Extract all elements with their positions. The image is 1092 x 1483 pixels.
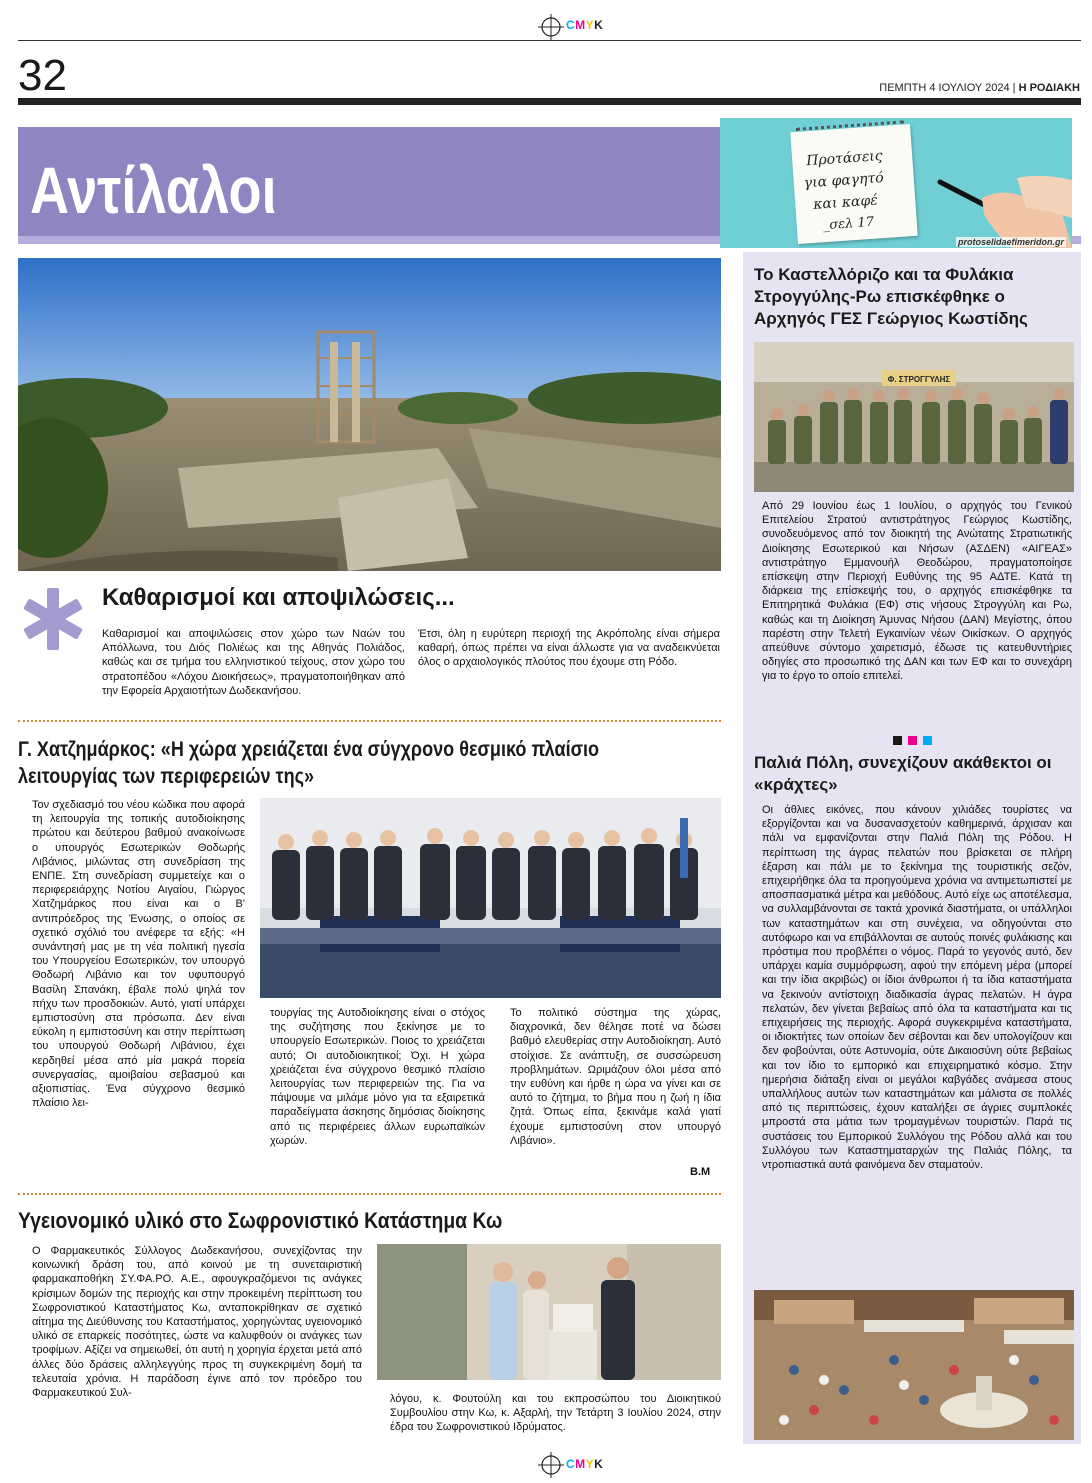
chatzimarkos-col-1: Τον σχεδιασμό του νέου κώδικα που αφορά τη λειτουργία της τοπικής αυτοδιοίκησης πρώτου και δεύτερου βαθμού ανακοίνωσε ο υπουργός Εσωτερικών Θοδωρής Λιβάνιος, μιλώντας στη συνεδρίαση της ΕΝΠΕ. Στη συνεδρίαση συμμετείχε και ο περιφερειάρχης Νοτίου Αιγαίου, Γιώργος Χατζημάρκος που είναι και ο Β' αντιπρόεδρος της Ένωσης, ο οποίος σε σχετικό σχόλιό του ανέφερε τα εξής: «Η συνάντησή μας με τη νέα πολιτική ηγεσία του Υπουργείου Εσωτερικών, τον υπουργό Θοδωρή Λιβάνιο και τον υφυπουργό Βασίλη Σπανάκη, έβαλε πολύ ψηλά τον πήχυ των προσδοκιών. Αυτό, γιατί υπάρχει εμπιστοσύνη στα πρόσωπα. Δεν είναι εύκολη η εμπιστοσύνη και στην περίπτωση του υπουργού Θοδωρή Λιβάνιου, έχει κερδηθεί μέσα από μία μακρά πορεία συνεργασίας, αμοιβαίου σεβασμού και αξιοπιστίας. Ένα σύγχρονο θεσμικό πλαίσιο λει- (32, 799, 245, 1110)
chatzimarkos-signature: Β.Μ (690, 1166, 711, 1178)
chatzimarkos-headline-line-2: λειτουργίας των περιφερειών της» (18, 765, 315, 788)
chatzimarkos-col-3: Το πολιτικό σύστημα της χώρας, διαχρονικά, δεν θέλησε ποτέ να δώσει βαθμό ελευθερίας στην Αυτοδιοίκηση. Αυτό στοίχισε. Σε ανάπτυξη, σε συσσώρευση προβλημάτων. Ωριμάζουν όλοι μέσα από την ευθύνη και ήρθε η ώρα να γίνει και σε αυτό το ζήτημα, το βήμα που η ζωή η ίδια ζητά. Όπως είπα, ξεκινάμε καλά γιατί έχουμε εμπιστοσύνη στον υπουργό Λιβάνιο». (510, 1007, 721, 1147)
dotted-divider-2 (18, 1193, 721, 1195)
note-line-4: _σελ 17 (822, 214, 875, 234)
old-town-headline: Παλιά Πόλη, συνεχίζουν ακάθεκτοι οι «κράχτες» (754, 753, 1052, 794)
black-square (893, 736, 902, 745)
donation-image (377, 1244, 721, 1380)
hand-with-pen-icon (922, 118, 1072, 248)
promo-note (790, 124, 918, 244)
crosshair-icon (538, 14, 564, 40)
cmyk-squares (893, 732, 932, 750)
crosshair-icon (538, 1452, 564, 1478)
old-town-body: Οι άθλιες εικόνες, που κάνουν χιλιάδες τουρίστες να εξοργίζονται και να δυσανασχετούν καθημερινά, άρχισαν και πάλι να εμφανίζονται στην Παλιά Πόλη της Ρόδου. Η περίπτωση της άγρας πελατών που βρίσκεται σε πλήρη έξαρση και πάλι με το ξεκίνημα της τουριστικής σεζόν, επιχειρήθηκε όλα τα προηγούμενα χρόνια να αντιμετωπιστεί με αποσπασματικά μέτρα και μεθόδους. Αυτό είχε ως αποτέλεσμα, να συλλαμβάνονται σε τακτά χρονικά διαστήματα, οι υπάλληλοι των καταστημάτων και στη συνέχεια, να οδηγούνται στο αυτόφωρο και να επιβάλλονται σε αυτούς ποινές φυλάκισης και πρόστιμα που προβλέπει ο νόμος. Παρά το γεγονός αυτό, δεν υπάρχει καμία συμμόρφωση, αφού την επόμενη μέρα (μπορεί και την ίδια ακριβώς) οι ίδιοι άνθρωποι ή τα ίδια καταστήματα να ξεκινούν αντίστοιχη διαδικασία άγρας πελατών. Η άγρα πελατών, δεν γίνεται βεβαίως από όλα τα καταστήματα και τις επιχειρήσεις της περιοχής. Αφορά συγκεκριμένα καταστήματα, οι ιδιοκτήτες των οποίων δεν σέβονται και δεν υπολογίζουν και δεν φοβούνται, ούτε Αστυνομία, ούτε Δικαιοσύνη ούτε βεβαίως και τον ίδιο το εμπορικό και επιχειρηματικό κόσμο. Στην ημερήσια διάταξη είναι οι μεγάλοι καβγάδες ανάμεσα στους υπαλλήλους αυτών των καταστημάτων και μάλιστα σε πολλές από τις περιπτώσεις, έχουν καταλήξει σε άγριες συμπλοκές μπροστά στα μάτια των τρομαγμένων τουριστών. Παρά τις συστάσεις του Εμπορικού Συλλόγου της Ρόδου αλλά και του Συλλόγου των Καταστηματαρχών της Παλιάς Πόλης, τα ντροπιαστικά αυτά φαινόμενα δεν σταματούν. (762, 804, 1072, 1172)
kos-col-1: Ο Φαρμακευτικός Σύλλογος Δωδεκανήσου, συνεχίζοντας την κοινωνική δράση του, από κοινού με τη συνεταιριστική φαρμακαποθήκη ΣΥ.ΦΑ.ΡΟ. Α.Ε., αφουγκραζόμενοι τις ανάγκες κρίσιμων δομών της περιοχής και στην προκειμένη περίπτωση του Σωφρονιστικού Καταστήματος Κω, ανταποκρίθηκαν σε σχετικό αίτημα της Διεύθυνσης του Καταστήματος, χορηγώντας υγειονομικό υλικό σε επαρκείς ποσότητες, ώστε να καλυφθούν οι ανάγκες των τροφίμων. Αξίζει να σημειωθεί, ότι αυτή η χορηγία έρχεται μετά από άλλες δύο δράσεις αλληλεγγύης προς τη συγκεκριμένη δομή τα τελευταία χρόνια. Η παράδοση έγινε από τον πρόεδρο του Φαρμακευτικού Συλ- (32, 1245, 362, 1400)
soldiers-image (754, 342, 1074, 492)
meeting-image (260, 798, 721, 998)
registration-mark-bottom (538, 1452, 564, 1478)
separator: | (1012, 82, 1019, 94)
promo-watermark: protoselidaefimeridon.gr (957, 237, 1064, 247)
cmyk-label-top: CMYK (566, 18, 604, 32)
note-line-1: Προτάσεις (805, 147, 884, 170)
dotted-divider-1 (18, 720, 721, 722)
header-thick-rule (18, 98, 1081, 105)
chatzimarkos-col-2: τουργίας της Αυτοδιοίκησης είναι ο στόχος της συζήτησης που ξεκίνησε με το υπουργείο Εσωτερικών. Ποιος το χρειάζεται αυτό; Οι αυτοδιοικητικοί; Όχι. Η χώρα χρειάζεται ένα σύγχρονο θεσμικό πλαίσιο λειτουργίας των περιφερειών της. Για να πάψουμε να μιλάμε μόνο για τα εξαιρετικά παραδείγματα άσκησης δημόσιας διοίκησης από τις περιφέρειες άλλων ευρωπαϊκών χωρών. (270, 1007, 485, 1147)
date-text: ΠΕΜΠΤΗ 4 ΙΟΥΛΙΟΥ 2024 (879, 82, 1010, 94)
cleaning-headline: Καθαρισμοί και αποψιλώσεις... (102, 584, 455, 611)
magenta-square (908, 736, 917, 745)
cleaning-col-2: Έτσι, όλη η ευρύτερη περιοχή της Ακρόπολης είναι σήμερα καθαρή, όπως πρέπει να είναι άλλωστε για να αναδεικνύεται όλος ο αρχαιολογικός πλούτος που έχουμε στη Ρόδο. (418, 628, 720, 669)
note-line-2: για φαγητό (803, 169, 885, 192)
page-number: 32 (18, 51, 67, 100)
chatzimarkos-headline-line-1: Γ. Χατζημάρκος: «Η χώρα χρειάζεται ένα σύγχρονο θεσμικό πλαίσιο (18, 738, 599, 761)
kastellorizo-headline: Το Καστελλόριζο και τα Φυλάκια Στρογγύλης-Ρω επισκέφθηκε ο Αρχηγός ΓΕΣ Γεώργιος Κωστίδης (754, 265, 1028, 328)
meeting-photo (260, 798, 721, 998)
temple-ruins-image (18, 258, 721, 571)
kos-col-2: λόγου, κ. Φουτούλη και του εκπροσώπου του Διοικητικού Συμβουλίου στην Κω, κ. Αξαρλή, την Τετάρτη 3 Ιουλίου 2024, στην έδρα του Σωφρονιστικού Ιδρύματος. (390, 1393, 721, 1434)
kos-headline: Υγειονομικό υλικό στο Σωφρονιστικό Κατάστημα Κω (18, 1208, 503, 1233)
soldiers-photo (754, 342, 1074, 492)
registration-mark-top (538, 14, 564, 40)
section-title: Αντίλαλοι (30, 153, 277, 227)
paper-name: Η ΡΟΔΙΑΚΗ (1018, 82, 1080, 94)
cleaning-col-1: Καθαρισμοί και αποψιλώσεις στον χώρο των Ναών του Απόλλωνα, του Διός Πολιέως και της Αθηνάς Πολιάδος, καθώς και σε τμήμα του ελληνιστικού τείχους, στον χώρο του στρατοπέδου «Λόχου Διοικήσεως», πραγματοποιήθηκαν από την Εφορεία Αρχαιοτήτων Δωδεκανήσου. (102, 628, 405, 697)
cyan-square (923, 736, 932, 745)
promo-box[interactable] (720, 118, 1072, 248)
old-town-photo (754, 1290, 1074, 1440)
cmyk-label-bottom: CMYK (566, 1457, 604, 1471)
kastellorizo-body: Από 29 Ιουνίου έως 1 Ιουλίου, ο αρχηγός του Γενικού Επιτελείου Στρατού αντιστράτηγος Γεώργιος Κωστίδης, συνοδευόμενος από τον διοικητή της Ανώτατης Στρατιωτικής Διοίκησης Εσωτερικού και Νήσων (ΑΣΔΕΝ) «ΑΙΓΕΑΣ» αντιστράτηγο Εμμανουήλ Θεοδώρου, πραγματοποίησε επίσκεψη στην Περιοχή Ευθύνης της 95 ΑΔΤΕ. Κατά τη διάρκεια της επίσκεψής του, ο αρχηγός επισκέφθηκε τα Επιτηρητικά Φυλάκια (ΕΦ) στις νήσους Στρογγύλη και Ρω, καθώς και τη Διοίκηση Άμυνας Νήσου (ΔΑΝ) Μεγίστης, όπου παρέστη στην Τελετή Εγκαινίων νέων Οικίσκων. Ο αρχηγός απεύθυνε σύντομο χαιρετισμό, έδωσε τις κατευθυντήριες οδηγίες στο προσωπικό της ΔΑΝ και των ΕΦ και το συνεχάρη για το έργο το οποίο επιτελεί. (762, 500, 1072, 683)
old-town-image (754, 1290, 1074, 1440)
note-spiral (796, 120, 905, 139)
note-line-3: και καφέ (812, 192, 879, 213)
kos-photo (377, 1244, 721, 1380)
sign-text: Φ. ΣΤΡΟΓΓΥΛΗΣ (887, 375, 951, 384)
chatzimarkos-headline (18, 736, 721, 790)
asterisk-icon (20, 586, 86, 652)
date-line (879, 82, 1080, 94)
ruins-photo (18, 258, 721, 571)
top-rule (18, 40, 1081, 41)
